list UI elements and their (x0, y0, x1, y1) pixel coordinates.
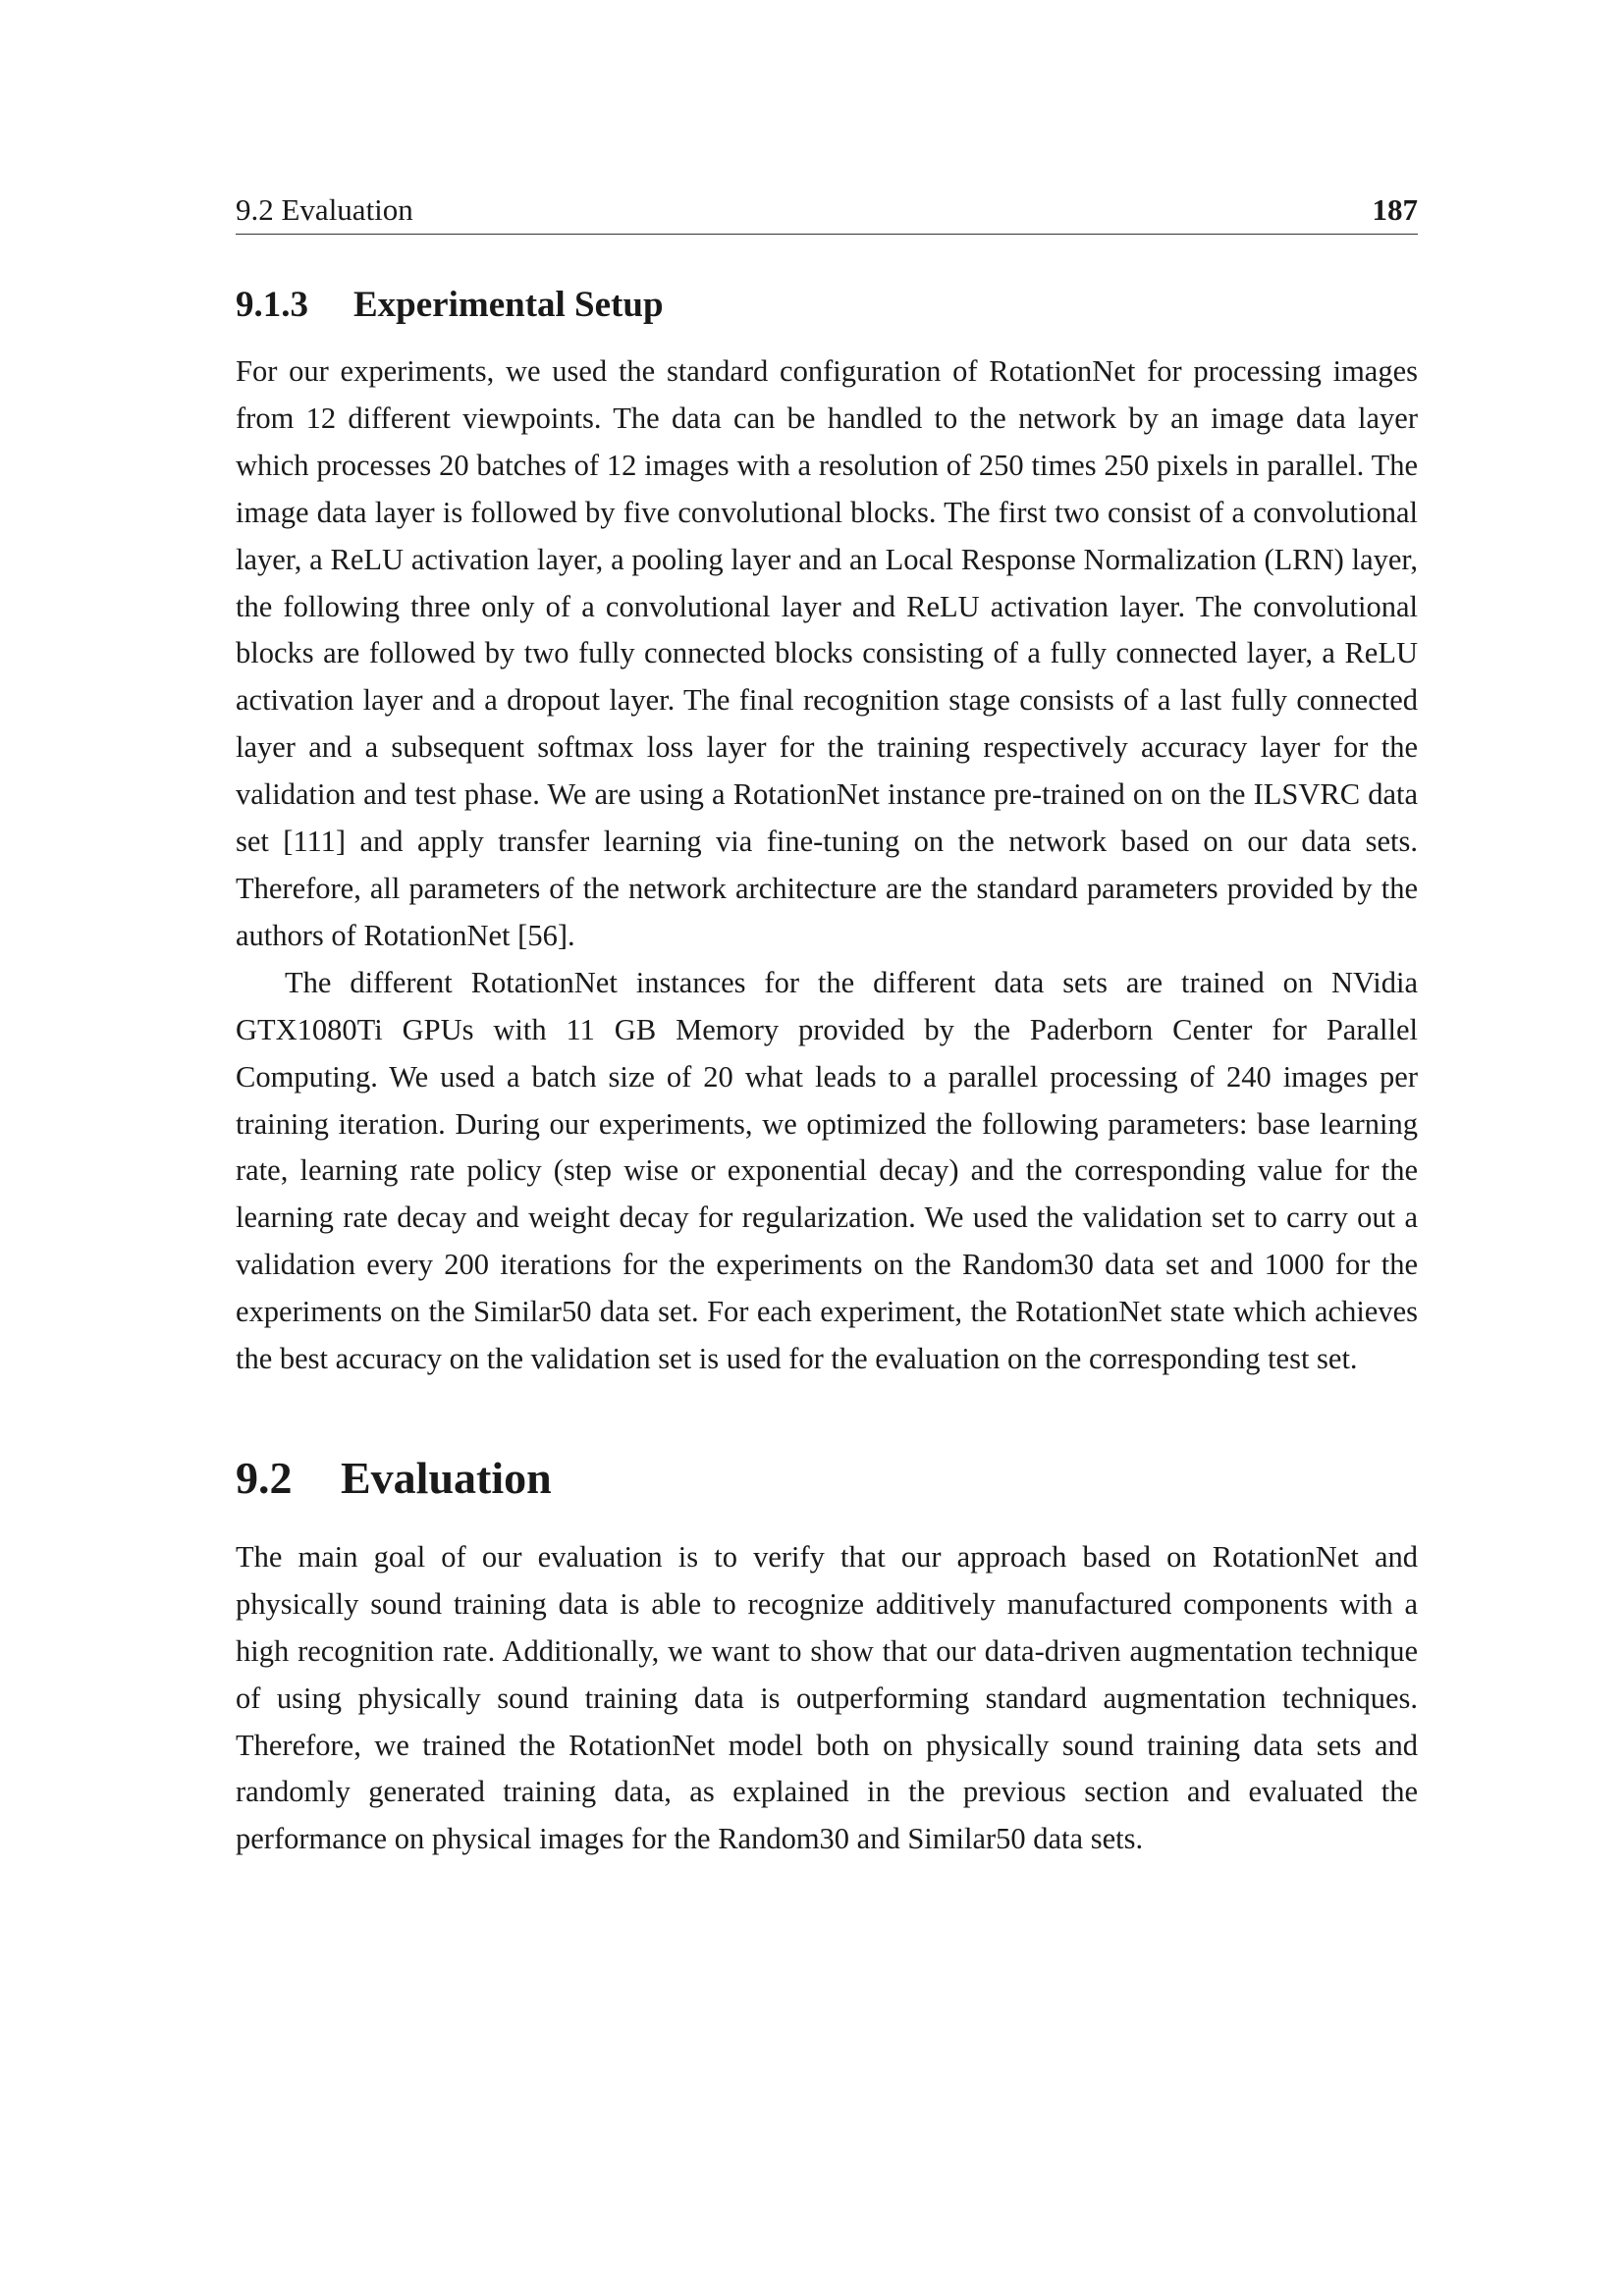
subsection-title: Experimental Setup (353, 285, 664, 325)
running-header (236, 192, 1418, 235)
section-title: Evaluation (341, 1452, 552, 1503)
section-heading (236, 1452, 1418, 1505)
subsection-heading (236, 284, 1418, 327)
paragraph-setup-2: The different RotationNet instances for the different data sets are trained on NVidia GTX1080Ti GPUs with 11 GB Memory provided by the Paderborn Center for Parallel Computing. We used a batch size of 20 what leads to a parallel processing of 240 images per training iteration. During our experiments, we optimized the following parameters: base learning rate, learning rate policy (step wise or exponential decay) and the corresponding value for the learning rate decay and weight decay for regularization. We used the validation set to carry out a validation every 200 iterations for the experiments on the Random30 data set and 1000 for the experiments on the Similar50 data set. For each experiment, the RotationNet state which achieves the best accuracy on the validation set is used for the evaluation on the corresponding test set. (236, 965, 1418, 1376)
running-title: 9.2 Evaluation (236, 192, 413, 227)
page-number: 187 (1372, 192, 1418, 227)
section-number: 9.2 (236, 1452, 293, 1503)
paragraph-setup-1: For our experiments, we used the standard configuration of RotationNet for processing images from 12 different viewpoints. The data can be handled to the network by an image data layer which processes 20 batches of 12 images with a resolution of 250 times 250 pixels in parallel. The image data layer is followed by five convolutional blocks. The first two consist of a convolutional layer, a ReLU activation layer, a pooling layer and an Local Response Normalization (LRN) layer, the following three only of a convolutional layer and ReLU activation layer. The convolutional blocks are followed by two fully connected blocks consisting of a fully connected layer, a ReLU activation layer and a dropout layer. The final recognition stage consists of a last fully connected layer and a subsequent softmax loss layer for the training respectively accuracy layer for the validation and test phase. We are using a RotationNet instance pre-trained on on the ILSVRC data set [111] and apply transfer learning via fine-tuning on the network based on our data sets. Therefore, all parameters of the network architecture are the standard parameters provided by the authors of RotationNet [56]. (236, 354, 1418, 952)
paragraph-evaluation-1: The main goal of our evaluation is to verify that our approach based on RotationNet and physically sound training data is able to recognize additively manufactured components with a high recognition rate. Additionally, we want to show that our data-driven augmentation technique of using physically sound training data is outperforming standard augmentation techniques. Therefore, we trained the RotationNet model both on physically sound training data sets and randomly generated training data, as explained in the previous section and evaluated the performance on physical images for the Random30 and Similar50 data sets. (236, 1539, 1418, 1856)
subsection-number: 9.1.3 (236, 285, 308, 325)
page (236, 192, 1418, 1863)
